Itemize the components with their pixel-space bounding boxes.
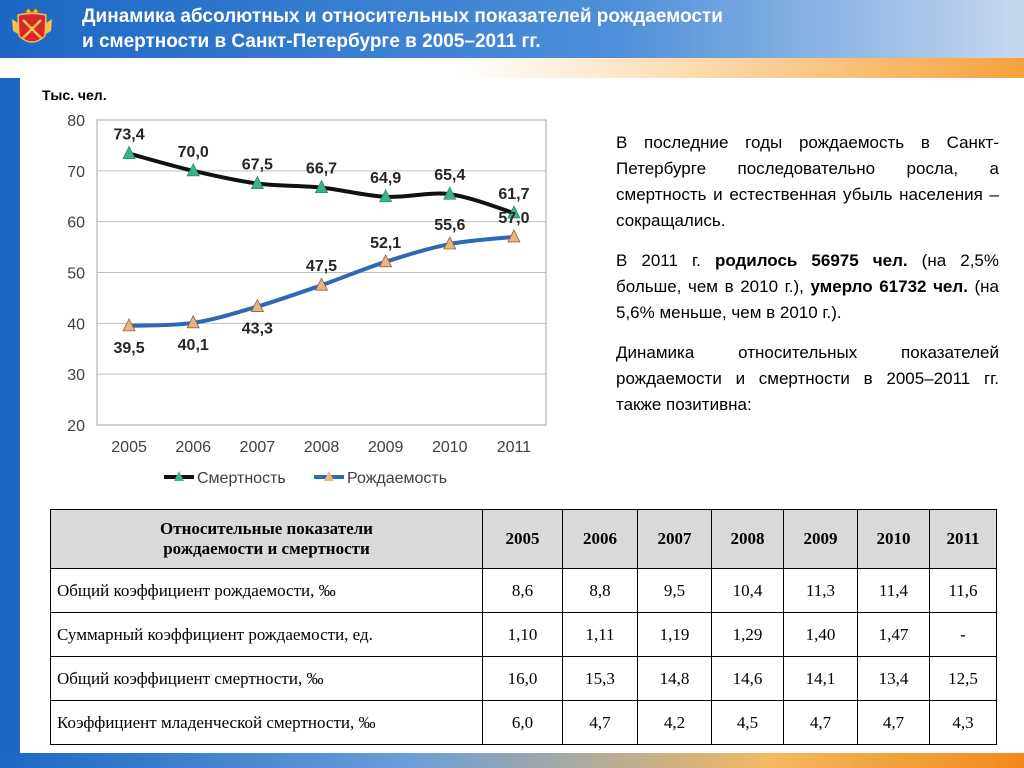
data-label: 66,7 (305, 160, 338, 178)
x-tick-label: 2011 (496, 439, 532, 456)
data-label: 47,5 (305, 258, 338, 276)
y-tick-label: 20 (67, 418, 85, 435)
table-row (51, 701, 997, 745)
commentary-deaths: умерло 61732 чел. (810, 277, 968, 296)
table-cell: 6,0 (483, 701, 563, 745)
table-cell: 1,29 (712, 613, 784, 657)
table-row (51, 657, 997, 701)
line-chart (30, 80, 580, 498)
table-cell: 11,6 (930, 569, 997, 613)
x-tick-label: 2005 (111, 439, 147, 456)
x-tick-label: 2010 (431, 439, 468, 456)
commentary-2-part-c: (на 2,5% больше, чем в 2010 г.), (616, 251, 999, 296)
mortality-point (123, 147, 135, 159)
table-cell: - (930, 613, 997, 657)
x-tick-label: 2009 (367, 439, 404, 456)
commentary-paragraph-2 (616, 248, 999, 326)
table-row-label: Общий коэффициент смертности, ‰ (51, 657, 483, 701)
bottom-strip (0, 753, 1024, 768)
table-cell: 4,5 (712, 701, 784, 745)
data-label: 40,1 (177, 336, 209, 354)
table-cell: 13,4 (858, 657, 930, 701)
indicators-table (50, 509, 997, 745)
data-label: 52,1 (370, 234, 402, 252)
table-cell: 8,8 (563, 569, 638, 613)
table-cell: 10,4 (712, 569, 784, 613)
table-cell: 9,5 (638, 569, 712, 613)
table-cell: 1,40 (784, 613, 858, 657)
header-orange-strip (0, 58, 1024, 78)
y-tick-label: 40 (67, 316, 85, 334)
slide-title-line-1: Динамика абсолютных и относительных показателей рождаемости (82, 6, 723, 27)
legend-label: Рождаемость (347, 470, 448, 487)
table-row-label: Коэффициент младенческой смертности, ‰ (51, 701, 483, 745)
commentary-paragraph-1: В последние годы рождаемость в Санкт-Петербурге последовательно росла, а смертность и естественная убыль населения – сокращались. (616, 133, 999, 230)
table-row-label: Суммарный коэффициент рождаемости, ед. (51, 613, 483, 657)
table-row (51, 613, 997, 657)
legend-label: Смертность (197, 470, 286, 487)
table-year-header: 2010 (858, 510, 930, 569)
table-year-header: 2005 (483, 510, 563, 569)
table-cell: 12,5 (930, 657, 997, 701)
x-tick-label: 2006 (175, 439, 212, 456)
slide-title (82, 4, 982, 54)
table-cell: 1,47 (858, 613, 930, 657)
commentary-2-part-e: (на 5,6% меньше, чем в 2010 г.). (616, 277, 1000, 322)
table-year-header: 2006 (563, 510, 638, 569)
data-label: 39,5 (113, 339, 145, 357)
y-tick-label: 30 (67, 367, 85, 385)
data-label: 55,6 (434, 217, 466, 235)
x-tick-label: 2008 (303, 439, 340, 456)
commentary-paragraph-3: Динамика относительных показателей рождаемости и смертности в 2005–2011 гг. также позитивна: (616, 343, 999, 414)
table-row-label: Общий коэффициент рождаемости, ‰ (51, 569, 483, 613)
table-cell: 1,10 (483, 613, 563, 657)
y-tick-label: 50 (67, 265, 85, 283)
left-accent-bar (0, 0, 20, 768)
commentary-2-part-a: В 2011 г. (616, 251, 715, 270)
coat-of-arms-icon (8, 4, 56, 54)
table-header-title: Относительные показатели рождаемости и смертности (51, 510, 483, 569)
table-cell: 4,2 (638, 701, 712, 745)
table-cell: 4,3 (930, 701, 997, 745)
x-tick-label: 2007 (239, 439, 276, 456)
table-cell: 14,6 (712, 657, 784, 701)
table-cell: 11,4 (858, 569, 930, 613)
table-cell: 1,19 (638, 613, 712, 657)
data-label: 64,9 (370, 169, 402, 187)
table-year-header: 2008 (712, 510, 784, 569)
table-cell: 14,1 (784, 657, 858, 701)
table-cell: 4,7 (784, 701, 858, 745)
table-cell: 15,3 (563, 657, 638, 701)
table-year-header: 2007 (638, 510, 712, 569)
y-axis-label: Тыс. чел. (42, 87, 107, 103)
y-tick-label: 60 (67, 214, 85, 232)
y-tick-label: 80 (67, 113, 85, 130)
data-label: 70,0 (177, 143, 209, 161)
commentary-births: родилось 56975 чел. (714, 251, 908, 270)
table-cell: 14,8 (638, 657, 712, 701)
table-cell: 11,3 (784, 569, 858, 613)
table-year-header: 2011 (930, 510, 997, 569)
table-cell: 16,0 (483, 657, 563, 701)
y-tick-label: 70 (67, 163, 85, 181)
data-label: 61,7 (498, 186, 530, 204)
data-label: 57,0 (498, 209, 530, 227)
data-label: 73,4 (113, 126, 145, 144)
table-year-header: 2009 (784, 510, 858, 569)
table-row (51, 569, 997, 613)
data-label: 67,5 (241, 156, 273, 174)
table-cell: 4,7 (563, 701, 638, 745)
data-label: 65,4 (434, 167, 466, 185)
table-cell: 4,7 (858, 701, 930, 745)
table-cell: 1,11 (563, 613, 638, 657)
slide-title-line-2: и смертности в Санкт-Петербурге в 2005–2011 гг. (82, 31, 541, 52)
table-cell: 8,6 (483, 569, 563, 613)
table-header-row (51, 510, 997, 569)
commentary-text (616, 130, 999, 432)
data-label: 43,3 (241, 320, 273, 338)
